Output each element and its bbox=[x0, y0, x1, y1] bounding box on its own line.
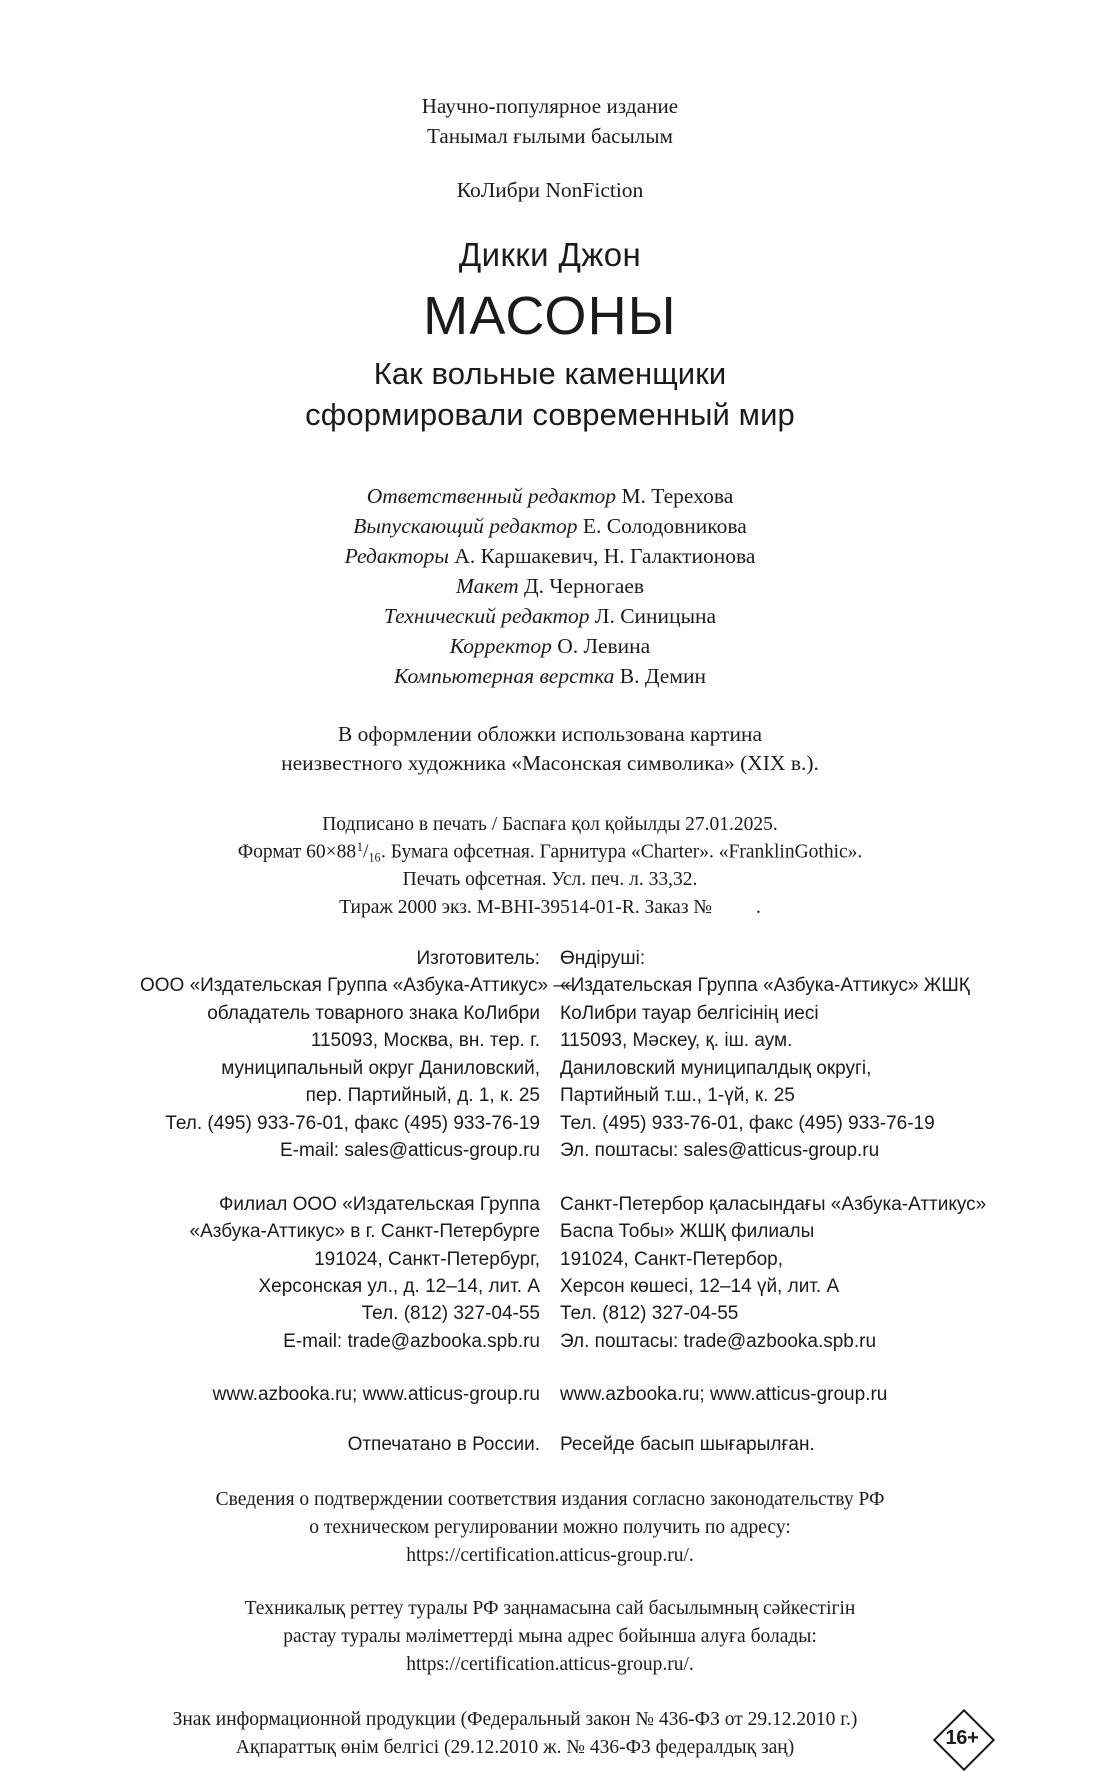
credit-name: Е. Солодовникова bbox=[582, 514, 747, 538]
age-rating-badge bbox=[934, 1710, 990, 1766]
publisher-line: обладатель товарного знака КоЛибри bbox=[207, 1002, 540, 1024]
credit-role: Технический редактор bbox=[383, 604, 590, 629]
credit-role: Ответственный редактор bbox=[366, 483, 617, 508]
format-fraction bbox=[357, 838, 381, 866]
credit-name: Д. Черногаев bbox=[524, 574, 645, 599]
branch-email-line: E-mail: trade@azbooka.spb.ru bbox=[283, 1330, 540, 1352]
publisher-column-kk bbox=[552, 945, 970, 1165]
publisher-line: Изготовитель: bbox=[416, 948, 540, 969]
fraction-slash: / bbox=[363, 841, 369, 863]
cover-note-line-2: неизвестного художника «Масонская символика» (XIX в.). bbox=[281, 751, 819, 776]
fraction-numerator: 1 bbox=[356, 840, 364, 855]
credit-row bbox=[0, 661, 1100, 691]
technical-data-block bbox=[0, 811, 1100, 921]
credit-name: А. Каршакевич, Н. Галактионова bbox=[454, 544, 756, 569]
book-author: Дикки Джон bbox=[458, 235, 642, 273]
cover-artwork-note bbox=[0, 720, 1100, 779]
printed-in-column-ru bbox=[140, 1431, 552, 1458]
credit-name: Л. Синицына bbox=[594, 604, 717, 629]
branch-line: 191024, Санкт-Петербург, bbox=[314, 1248, 540, 1270]
certification-note-kk bbox=[0, 1595, 1100, 1678]
credit-role: Макет bbox=[455, 574, 519, 599]
legal-line-kk: Ақпараттық өнім белгісі (29.12.2010 ж. № 436-ФЗ федералдық заң) bbox=[235, 1737, 795, 1759]
publisher-phone-line: Тел. (495) 933-76-01, факс (495) 933-76-19 bbox=[165, 1112, 540, 1134]
fraction-denominator: 16 bbox=[368, 850, 381, 865]
signed-to-print-line: Подписано в печать / Баспаға қол қойылды 27.01.2025. bbox=[322, 813, 778, 835]
book-subtitle-line-2: сформировали современный мир bbox=[305, 396, 795, 432]
branch-column-kk bbox=[552, 1191, 987, 1356]
credits-block bbox=[0, 481, 1100, 692]
branch-line: «Азбука-Аттикус» в г. Санкт-Петербурге bbox=[189, 1221, 540, 1243]
publisher-line: «Издательская Группа «Азбука-Аттикус» ЖШҚ bbox=[560, 975, 970, 997]
publisher-line: КоЛибри тауар белгісінің иесі bbox=[560, 1002, 819, 1024]
print-run-line bbox=[0, 894, 1100, 921]
credit-name: М. Терехова bbox=[621, 483, 734, 508]
credit-row bbox=[0, 631, 1100, 661]
series-line-kk: Танымал ғылыми басылым bbox=[427, 123, 673, 148]
certification-note-ru bbox=[0, 1486, 1100, 1569]
publisher-block-manufacturer bbox=[140, 945, 970, 1165]
branch-line: Херсонская ул., д. 12–14, лит. А bbox=[258, 1275, 540, 1297]
publisher-email-line: E-mail: sales@atticus-group.ru bbox=[279, 1140, 540, 1162]
publisher-line: Даниловский муниципалдық округі, bbox=[560, 1057, 872, 1079]
certification-kk-line-2: растау туралы мәліметтерді мына адрес бойынша алуға болады: bbox=[283, 1626, 817, 1647]
printed-in-column-kk bbox=[552, 1431, 960, 1458]
publisher-block-printed-in bbox=[140, 1431, 960, 1458]
certification-kk-line-1: Техникалық реттеу туралы РФ заңнамасына сай басылымның сәйкестігін bbox=[244, 1598, 856, 1620]
series-block bbox=[0, 92, 1100, 152]
publisher-line: 115093, Мәскеу, қ. іш. аум. bbox=[560, 1030, 793, 1052]
branch-line: Филиал ООО «Издательская Группа bbox=[218, 1193, 540, 1215]
branch-phone-line: Тел. (812) 327-04-55 bbox=[560, 1303, 739, 1325]
series-line-ru: Научно-популярное издание bbox=[421, 94, 679, 118]
credit-name: В. Демин bbox=[619, 664, 706, 689]
website-line[interactable]: www.azbooka.ru; www.atticus-group.ru bbox=[212, 1384, 540, 1406]
credit-row bbox=[0, 481, 1100, 511]
print-run-suffix: . bbox=[756, 896, 761, 918]
format-prefix: Формат 60×88 bbox=[237, 841, 357, 863]
print-method-line: Печать офсетная. Усл. печ. л. 33,32. bbox=[402, 869, 698, 891]
format-line bbox=[0, 838, 1100, 866]
branch-column-ru bbox=[140, 1191, 552, 1356]
credit-row bbox=[0, 541, 1100, 571]
credit-row bbox=[0, 601, 1100, 631]
website-column-ru bbox=[140, 1381, 552, 1408]
cover-note-line-1: В оформлении обложки использована картина bbox=[337, 721, 763, 746]
publisher-line: ООО «Издательская Группа «Азбука-Аттикус» — bbox=[140, 975, 573, 997]
certification-kk-url[interactable]: https://certification.atticus-group.ru/. bbox=[406, 1653, 694, 1675]
certification-ru-line-1: Сведения о подтверждении соответствия издания согласно законодательству РФ bbox=[215, 1489, 885, 1511]
printed-in-line: Ресейде басып шығарылған. bbox=[560, 1433, 815, 1455]
credit-row bbox=[0, 511, 1100, 541]
branch-phone-line: Тел. (812) 327-04-55 bbox=[361, 1303, 540, 1325]
credit-name: О. Левина bbox=[557, 634, 651, 659]
publisher-block-branch bbox=[140, 1191, 987, 1356]
book-subtitle-line-1: Как вольные каменщики bbox=[373, 356, 727, 392]
branch-email-line: Эл. поштасы: trade@azbooka.spb.ru bbox=[560, 1330, 877, 1352]
publisher-column-ru bbox=[140, 945, 573, 1165]
format-suffix: . Бумага офсетная. Гарнитура «Charter». «FranklinGothic». bbox=[381, 841, 863, 863]
age-rating-label: 16+ bbox=[945, 1727, 979, 1750]
publisher-line: пер. Партийный, д. 1, к. 25 bbox=[305, 1085, 540, 1107]
legal-line-ru: Знак информационной продукции (Федеральный закон № 436-ФЗ от 29.12.2010 г.) bbox=[172, 1709, 858, 1731]
website-column-kk bbox=[552, 1381, 960, 1408]
branch-line: 191024, Санкт-Петербор, bbox=[560, 1248, 784, 1270]
publisher-email-line: Эл. поштасы: sales@atticus-group.ru bbox=[560, 1140, 880, 1162]
credit-role: Корректор bbox=[449, 634, 552, 659]
credit-row bbox=[0, 571, 1100, 601]
colophon-page bbox=[0, 92, 1100, 1761]
legal-notice-row bbox=[0, 1706, 1100, 1761]
imprint-name: КоЛибри NonFiction bbox=[456, 177, 644, 202]
publisher-phone-line: Тел. (495) 933-76-01, факс (495) 933-76-19 bbox=[560, 1112, 935, 1134]
publisher-line: Өндіруші: bbox=[560, 948, 646, 969]
branch-line: Херсон көшесі, 12–14 үй, лит. А bbox=[560, 1275, 840, 1297]
branch-line: Баспа Тобы» ЖШҚ филиалы bbox=[560, 1221, 815, 1243]
publisher-line: 115093, Москва, вн. тер. г. bbox=[310, 1030, 540, 1052]
publisher-line: муниципальный округ Даниловский, bbox=[221, 1057, 540, 1079]
credit-role: Редакторы bbox=[344, 544, 449, 569]
publisher-block-websites bbox=[140, 1381, 960, 1408]
book-subtitle bbox=[0, 354, 1100, 435]
credit-role: Компьютерная верстка bbox=[394, 664, 615, 689]
branch-line: Санкт-Петербор қаласындағы «Азбука-Аттикус» bbox=[560, 1193, 987, 1215]
publisher-line: Партийный т.ш., 1-үй, к. 25 bbox=[560, 1085, 795, 1107]
printed-in-line: Отпечатано в России. bbox=[347, 1433, 540, 1455]
print-run-prefix: Тираж 2000 экз. M-BHI-39514-01-R. Заказ № bbox=[339, 896, 712, 918]
credit-role: Выпускающий редактор bbox=[353, 514, 578, 538]
certification-ru-url[interactable]: https://certification.atticus-group.ru/. bbox=[406, 1544, 694, 1566]
book-title: МАСОНЫ bbox=[423, 285, 677, 346]
website-line[interactable]: www.azbooka.ru; www.atticus-group.ru bbox=[560, 1384, 888, 1406]
certification-ru-line-2: о техническом регулировании можно получить по адресу: bbox=[309, 1516, 791, 1538]
